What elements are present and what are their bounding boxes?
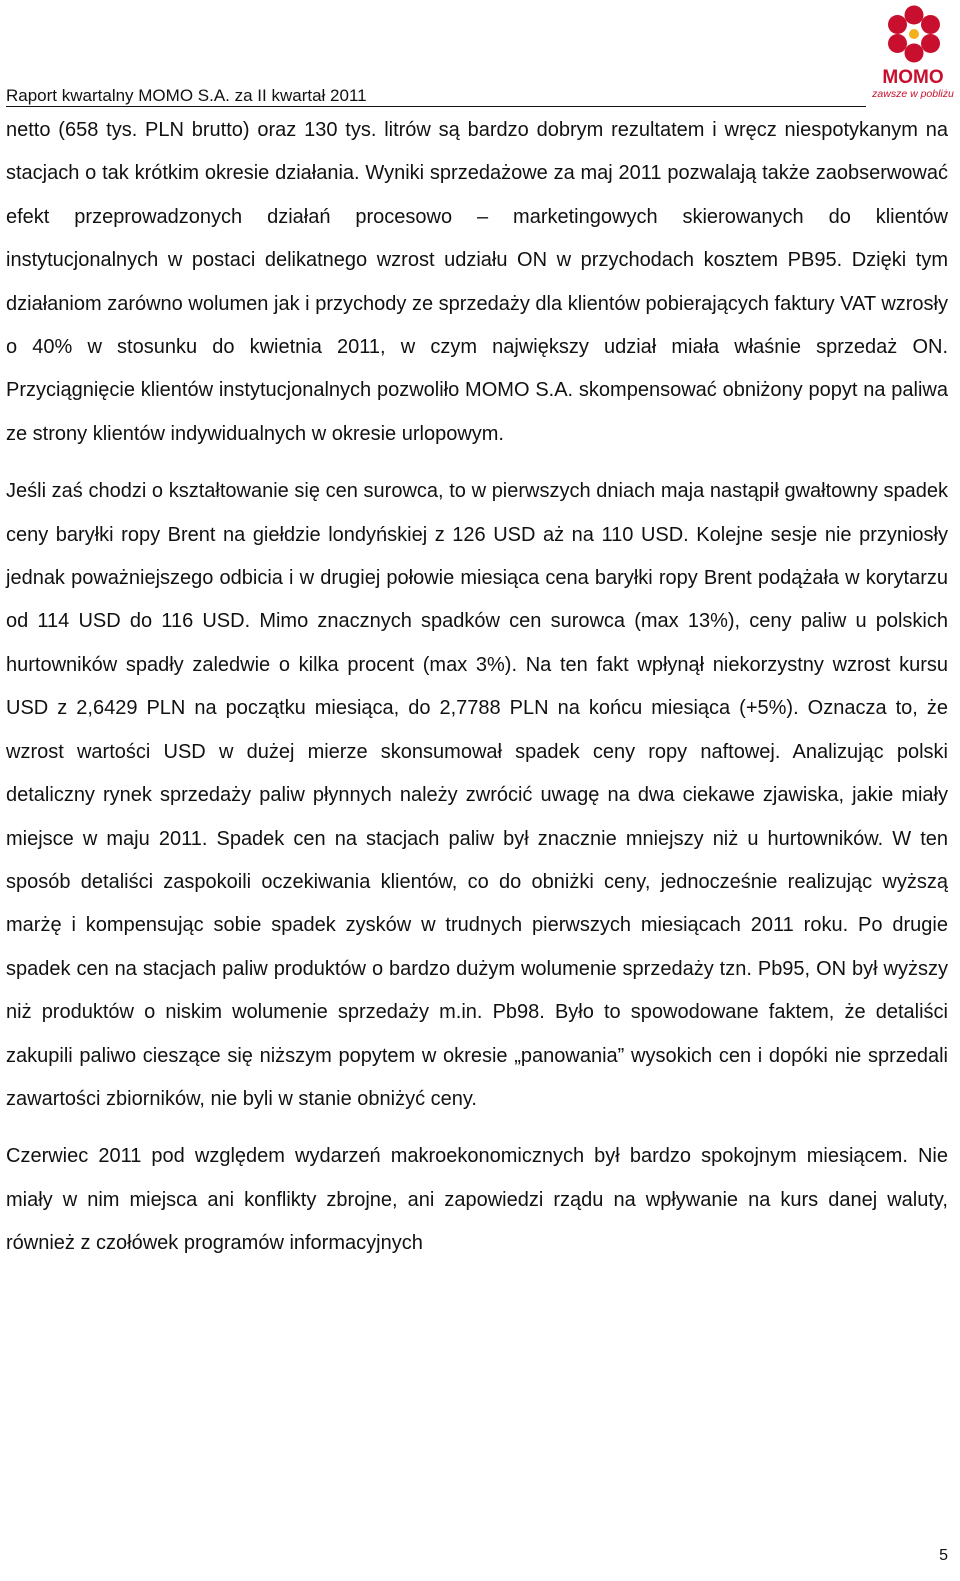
report-title: Raport kwartalny MOMO S.A. za II kwartał 2011	[6, 86, 367, 105]
header-rule	[6, 106, 866, 107]
paragraph-june-macro: Czerwiec 2011 pod względem wydarzeń makroekonomicznych był bardzo spokojnym miesiącem. Nie miały w nim miejsca ani konflikty zbrojne, ani zapowiedzi rządu na wpływanie na kurs danej waluty, również z czołówek programów informacyjnych	[6, 1145, 948, 1255]
red-flower-logo-icon	[868, 0, 958, 70]
document-body	[6, 109, 948, 1266]
logo-tagline: zawsze w pobliżu	[872, 88, 954, 100]
paragraph-sales-results: netto (658 tys. PLN brutto) oraz 130 tys. litrów są bardzo dobrym rezultatem i wręcz niespotykanym na stacjach o tak krótkim okresie działania. Wyniki sprzedażowe za maj 2011 pozwalają także zaobserwować efekt przeprowadzonych działań procesowo – marketingowych skierowanych do klientów instytucjonalnych w postaci delikatnego wzrost udziału ON w przychodach kosztem PB95. Dzięki tym działaniom zarówno wolumen jak i przychody ze sprzedaży dla klientów pobierających faktury VAT wzrosły o 40% w stosunku do kwietnia 2011, w czym największy udział miała właśnie sprzedaż ON. Przyciągnięcie klientów instytucjonalnych pozwoliło MOMO S.A. skompensować obniżony popyt na paliwa ze strony klientów indywidualnych w okresie urlopowym.	[6, 119, 948, 445]
logo-wordmark: MOMO	[882, 67, 944, 88]
page-header	[6, 0, 954, 108]
paragraph-oil-prices: Jeśli zaś chodzi o kształtowanie się cen surowca, to w pierwszych dniach maja nastąpił gwałtowny spadek ceny baryłki ropy Brent na giełdzie londyńskiej z 126 USD aż na 110 USD. Kolejne sesje nie przyniosły jednak poważniejszego odbicia i w drugiej połowie miesiąca cena baryłki ropy Brent podążała w korytarzu od 114 USD do 116 USD. Mimo znacznych spadków cen surowca (max 13%), ceny paliw u polskich hurtowników spadły zaledwie o kilka procent (max 3%). Na ten fakt wpłynął niekorzystny wzrost kursu USD z 2,6429 PLN na początku miesiąca, do 2,7788 PLN na końcu miesiąca (+5%). Oznacza to, że wzrost wartości USD w dużej mierze skonsumował spadek ceny ropy naftowej. Analizując polski detaliczny rynek sprzedaży paliw płynnych należy zwrócić uwagę na dwa ciekawe zjawiska, jakie miały miejsce w maju 2011. Spadek cen na stacjach paliw był znacznie mniejszy niż u hurtowników. W ten sposób detaliści zaspokoili oczekiwania klientów, co do obniżki ceny, jednocześnie realizując wyższą marżę i kompensując sobie spadek zysków w trudnych pierwszych miesiącach 2011 roku. Po drugie spadek cen na stacjach paliw produktów o bardzo dużym wolumenie sprzedaży tzn. Pb95, ON był wyższy niż produktów o niskim wolumenie sprzedaży m.in. Pb98. Było to spowodowane faktem, że detaliści zakupili paliwo cieszące się niższym popytem w okresie „panowania” wysokich cen i dopóki nie sprzedali zawartości zbiorników, nie byli w stanie obniżyć ceny.	[6, 480, 948, 1110]
page-number: 5	[939, 1547, 948, 1564]
momo-logo	[868, 0, 958, 104]
